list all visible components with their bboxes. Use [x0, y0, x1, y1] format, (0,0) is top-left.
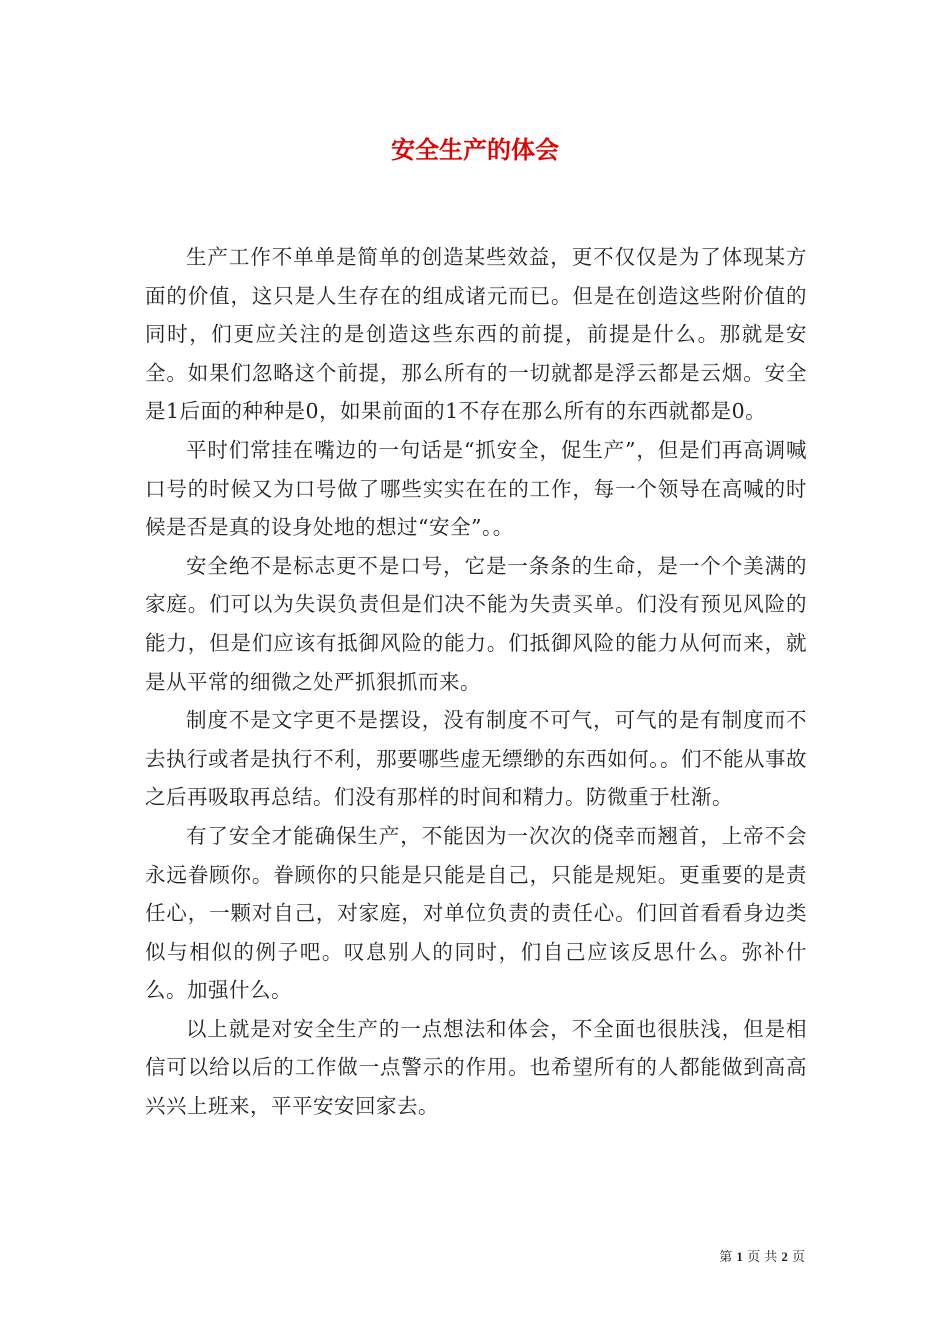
paragraph: 制度不是文字更不是摆设，没有制度不可气，可气的是有制度而不去执行或者是执行不利，那要哪些虚无缥缈的东西如何。。们不能从事故之后再吸取再总结。们没有那样的时间和精力。防微重于杜渐。 [145, 708, 807, 810]
paragraph: 生产工作不单单是简单的创造某些效益，更不仅仅是为了体现某方面的价值，这只是人生存在的组成诸元而已。但是在创造这些附价值的同时，们更应关注的是创造这些东西的前提，前提是什么。那就是安全。如果们忽略这个前提，那么所有的一切就都是浮云都是云烟。安全是1后面的种种是0，如果前面的1不存在那么所有的东西就都是0。 [145, 245, 807, 424]
total-pages-number: 2 [781, 1249, 788, 1264]
current-page-number: 1 [736, 1249, 743, 1264]
footer-prefix: 第 [719, 1250, 733, 1265]
paragraph: 有了安全才能确保生产，不能因为一次次的侥幸而翘首，上帝不会永远眷顾你。眷顾你的只能是只能是自己，只能是规矩。更重要的是责任心，一颗对自己，对家庭，对单位负责的责任心。们回首看看身边类似与相似的例子吧。叹息别人的同时，们自己应该反思什么。弥补什么。加强什么。 [145, 823, 807, 1003]
footer-middle: 页 共 [747, 1250, 778, 1265]
page-footer [0, 1247, 805, 1268]
paragraph: 安全绝不是标志更不是口号，它是一条条的生命，是一个个美满的家庭。们可以为失误负责但是们决不能为失责买单。们没有预见风险的能力，但是们应该有抵御风险的能力。们抵御风险的能力从何而来，就是从平常的细微之处严抓狠抓而来。 [145, 553, 807, 694]
paragraph: 平时们常挂在嘴边的一句话是“抓安全，促生产”，但是们再高调喊口号的时候又为口号做了哪些实实在在的工作，每一个领导在高喊的时候是否是真的设身处地的想过“安全”。。 [145, 437, 807, 540]
paragraph: 以上就是对安全生产的一点想法和体会，不全面也很肤浅，但是相信可以给以后的工作做一点警示的作用。也希望所有的人都能做到高高兴兴上班来，平平安安回家去。 [145, 1016, 807, 1119]
document-title: 安全生产的体会 [391, 135, 559, 164]
document-body [145, 238, 807, 1126]
footer-suffix: 页 [791, 1250, 805, 1265]
